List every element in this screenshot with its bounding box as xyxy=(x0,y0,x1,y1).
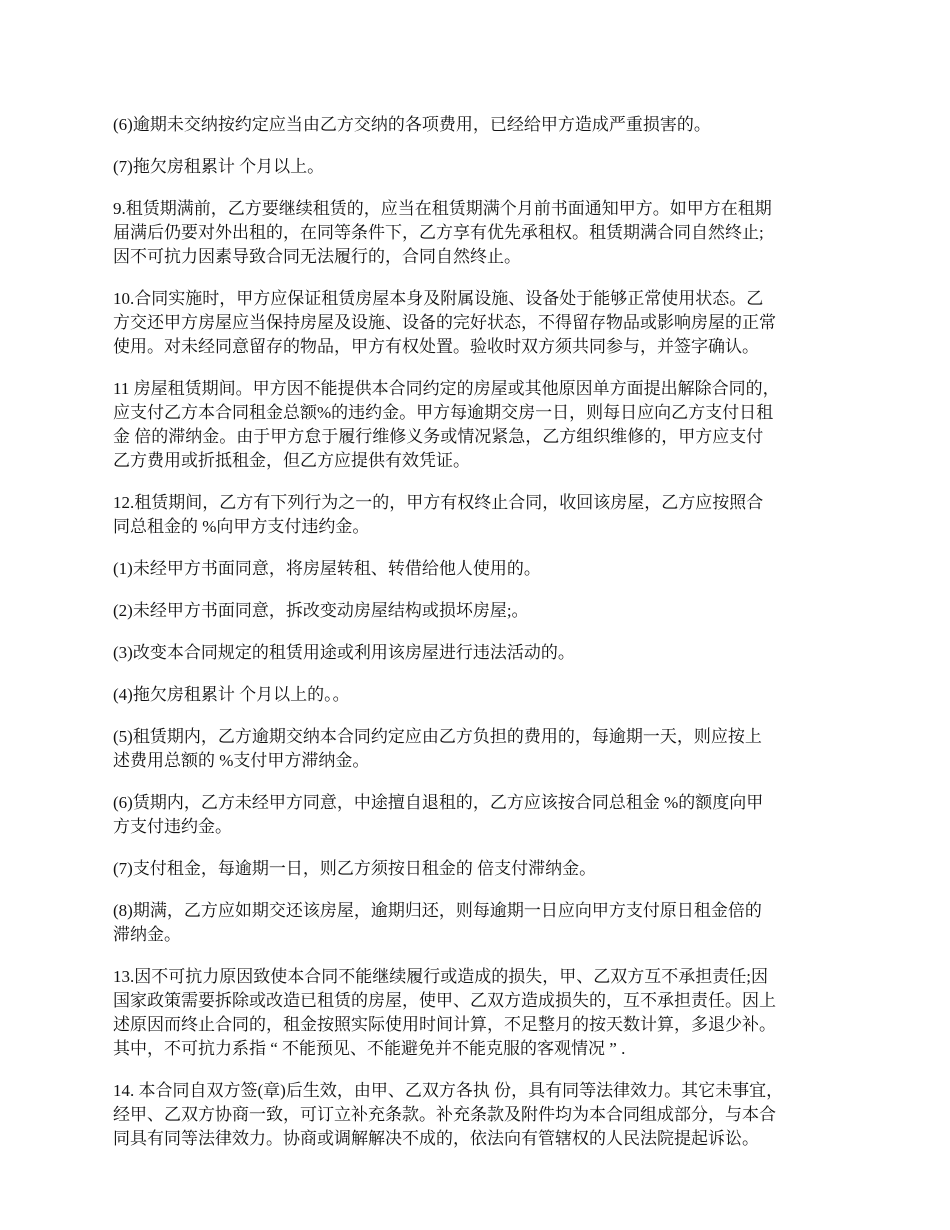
paragraph-line: 方交还甲方房屋应当保持房屋及设施、设备的完好状态，不得留存物品或影响房屋的正常 xyxy=(113,313,776,332)
paragraph-line: 方支付违约金。 xyxy=(113,817,232,836)
paragraph-line: 12.租赁期间，乙方有下列行为之一的，甲方有权终止合同，收回该房屋，乙方应按照合 xyxy=(113,493,764,512)
paragraph-line: 10.合同实施时，甲方应保证租赁房屋本身及附属设施、设备处于能够正常使用状态。乙 xyxy=(113,289,764,308)
paragraph xyxy=(113,155,853,179)
paragraph-line: (3)改变本合同规定的租赁用途或利用该房屋进行违法活动的。 xyxy=(113,643,575,662)
paragraph xyxy=(113,491,853,539)
paragraph-line: (4)拖欠房租累计 个月以上的。。 xyxy=(113,685,350,704)
paragraph-line: 国家政策需要拆除或改造已租赁的房屋，使甲、乙双方造成损失的，互不承担责任。因上 xyxy=(113,991,776,1010)
paragraph xyxy=(113,557,853,581)
paragraph-line: 9.租赁期满前，乙方要继续租赁的，应当在租赁期满个月前书面通知甲方。如甲方在租期 xyxy=(113,199,772,218)
paragraph-line: 11 房屋租赁期间。甲方因不能提供本合同约定的房屋或其他原因单方面提出解除合同的， xyxy=(113,379,780,398)
paragraph-line: (6)赁期内，乙方未经甲方同意，中途擅自退租的，乙方应该按合同总租金 %的额度向甲 xyxy=(113,793,764,812)
paragraph xyxy=(113,1079,853,1151)
paragraph-line: 14. 本合同自双方签(章)后生效，由甲、乙双方各执 份，具有同等法律效力。其它未事宜， xyxy=(113,1081,784,1100)
paragraph-line: 13.因不可抗力原因致使本合同不能继续履行或造成的损失，甲、乙双方互不承担责任;因 xyxy=(113,967,768,986)
paragraph-line: 同具有同等法律效力。协商或调解解决不成的，依法向有管辖权的人民法院提起诉讼。 xyxy=(113,1129,759,1148)
paragraph-line: (7)拖欠房租累计 个月以上。 xyxy=(113,157,325,176)
paragraph-line: (1)未经甲方书面同意，将房屋转租、转借给他人使用的。 xyxy=(113,559,541,578)
paragraph-line: 使用。对未经同意留存的物品，甲方有权处置。验收时双方须共同参与，并签字确认。 xyxy=(113,337,759,356)
paragraph xyxy=(113,287,853,359)
paragraph-line: 滞纳金。 xyxy=(113,925,181,944)
paragraph-line: 述原因而终止合同的，租金按照实际使用时间计算，不足整月的按天数计算，多退少补。 xyxy=(113,1015,776,1034)
paragraph xyxy=(113,599,853,623)
paragraph xyxy=(113,899,853,947)
paragraph-line: 乙方费用或折抵租金，但乙方应提供有效凭证。 xyxy=(113,451,470,470)
paragraph xyxy=(113,197,853,269)
paragraph xyxy=(113,683,853,707)
paragraph-line: 同总租金的 %向甲方支付违约金。 xyxy=(113,517,370,536)
paragraph-line: (7)支付租金，每逾期一日，则乙方须按日租金的 倍支付滞纳金。 xyxy=(113,859,597,878)
paragraph xyxy=(113,965,853,1061)
paragraph xyxy=(113,791,853,839)
paragraph-line: 金 倍的滞纳金。由于甲方怠于履行维修义务或情况紧急，乙方组织维修的，甲方应支付 xyxy=(113,427,764,446)
paragraph-line: (8)期满，乙方应如期交还该房屋，逾期归还，则每逾期一日应向甲方支付原日租金倍的 xyxy=(113,901,762,920)
paragraph-line: 经甲、乙双方协商一致，可订立补充条款。补充条款及附件均为本合同组成部分，与本合 xyxy=(113,1105,776,1124)
paragraph xyxy=(113,377,853,473)
document-page xyxy=(113,113,853,1169)
paragraph xyxy=(113,857,853,881)
paragraph-line: (6)逾期未交纳按约定应当由乙方交纳的各项费用，已经给甲方造成严重损害的。 xyxy=(113,115,711,134)
paragraph xyxy=(113,641,853,665)
paragraph xyxy=(113,725,853,773)
paragraph-line: 其中，不可抗力系指 “ 不能预见、不能避免并不能克服的客观情况 ” . xyxy=(113,1039,626,1058)
paragraph xyxy=(113,113,853,137)
paragraph-line: (2)未经甲方书面同意，拆改变动房屋结构或损坏房屋;。 xyxy=(113,601,529,620)
paragraph-line: 届满后仍要对外出租的，在同等条件下，乙方享有优先承租权。租赁期满合同自然终止; xyxy=(113,223,764,242)
paragraph-line: (5)租赁期内，乙方逾期交纳本合同约定应由乙方负担的费用的，每逾期一天，则应按上 xyxy=(113,727,762,746)
paragraph-line: 应支付乙方本合同租金总额%的违约金。甲方每逾期交房一日，则每日应向乙方支付日租 xyxy=(113,403,774,422)
paragraph-line: 因不可抗力因素导致合同无法履行的，合同自然终止。 xyxy=(113,247,521,266)
paragraph-line: 述费用总额的 %支付甲方滞纳金。 xyxy=(113,751,370,770)
